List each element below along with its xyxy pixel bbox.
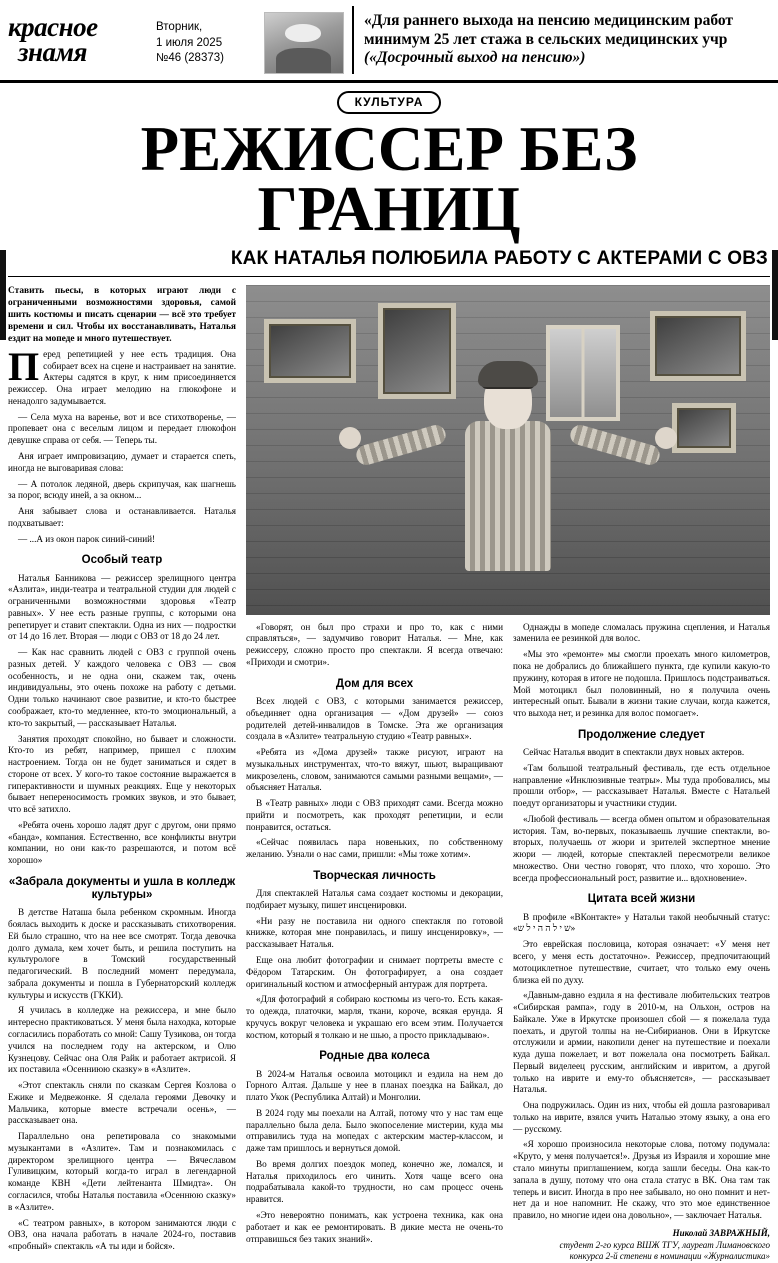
column-2 xyxy=(246,622,503,1263)
masthead-quote-line-1: «Для раннего выхода на пенсию медицинским работ xyxy=(364,11,734,29)
paragraph: «Ребята из «Дома друзей» также рисуют, играют на музыкальных инструментах, что-то вяжут, шьют, выращивают микрозелень, словом, занимаются самыми разными вещами», — объясняет Наталья. xyxy=(246,747,503,793)
page-title: РЕЖИССЕР БЕЗ ГРАНИЦ xyxy=(140,114,638,244)
logo-line-1: красное xyxy=(8,12,98,43)
paragraph: Занятия проходят спокойно, но бывает и сложности. Кто-то из ребят, например, пришел с плохим настроением. Тогда он не будет заниматься и сядет в стороне от всех. У кого-то такое состояние выражается в гиперактивности и шумных реакциях. Еще у некоторых бывает непереносимость громких звуков, и это бывает, что всё затихло. xyxy=(8,733,236,815)
section-heading-osobyi-teatr: Особый театр xyxy=(81,554,163,567)
paragraph: Я училась в колледже на режиссера, и мне было интересно практиковаться. У меня была находка, которые согласились поработать со мной: Сашу Тузикова, он тогда учился на последнем году на актерском, и Олю Кузнецову. Сейчас она Оля Райк и работает актрисой. Я их поставила «Осенниюю сказку» в «Азлите». xyxy=(8,1005,236,1075)
byline-role-line-2: конкурса 2-й степени в номинации «Журналистика» xyxy=(569,1251,770,1262)
paragraph: Наталья Банникова — режиссер зрелищного центра «Азлита», инди-театра и театральной студии для людей с ограниченными возможностями здоровья «Театр равных». У нее есть разные группы, с которыми она репетирует и ставит спектакли. Одна из них — подростки от 14 до 16 лет. Вторая — люди с ОВЗ от 18 до 24 лет. xyxy=(8,572,236,642)
right-edge-mark xyxy=(772,250,778,340)
section-heading-dom-dlya-vseh: Дом для всех xyxy=(335,677,414,690)
masthead-quote-line-3: («Досрочный выход на пенсию») xyxy=(364,49,586,67)
article-lead: Ставить пьесы, в которых играют люди с ограниченными возможностями здоровья, самой шить костюмы и писать сценарии — всё это требует времени и сил. Чтобы их восстанавливать, Наталья ездит на мопеде и много путешествует. xyxy=(8,285,236,344)
logo-line-2: знамя xyxy=(18,37,87,67)
page-subtitle: КАК НАТАЛЬЯ ПОЛЮБИЛА РАБОТУ С АКТЕРАМИ С ОВЗ xyxy=(230,247,768,269)
issue-date: 1 июля 2025 xyxy=(156,36,223,49)
masthead-rule xyxy=(0,80,778,83)
issue-info xyxy=(156,6,256,74)
article-byline xyxy=(513,1228,770,1263)
column-3 xyxy=(513,622,770,1263)
newspaper-logo[interactable] xyxy=(8,6,148,74)
paragraph: «Говорят, он был про страхи и про то, как с ними справляться», — задумчиво говорит Наталья. — Мне, как режиссеру, сложно просто про спектакли. Я всегда отвечаю: «Приходи и смотри». xyxy=(246,621,503,667)
first-paragraph xyxy=(8,343,236,408)
photo-frame xyxy=(650,311,746,381)
paragraph: Аня забывает слова и останавливается. Наталья подхватывает: xyxy=(8,506,236,528)
paragraph: «Это невероятно понимать, как устроена техника, как она работает и как ее ремонтировать. В дикие места не очень-то отправишься без таких знаний». xyxy=(246,1209,503,1244)
column-1 xyxy=(8,285,236,1263)
photo-frame xyxy=(264,319,356,383)
paragraph: Однажды в мопеде сломалась пружина сцепления, и Наталья заменила ее резинкой для волос. xyxy=(513,621,770,644)
left-edge-mark xyxy=(0,250,6,340)
byline-author: Николай ЗАВРАЖНЫЙ, xyxy=(672,1227,770,1238)
paragraph: «С театром равных», в котором занимаются люди с ОВЗ, она начала работать в начале 2024-го, поставив «пробный» спектакль «А ты иди и бойся». xyxy=(8,1217,236,1252)
paragraph: Сейчас Наталья вводит в спектакли двух новых актеров. xyxy=(523,747,745,758)
section-heading-citata-vsey-zhizni: Цитата всей жизни xyxy=(587,893,696,906)
pull-quote: «Ребята очень хорошо ладят друг с другом, они прямо «банда», компания. Естественно, все конфликты внутри компании, но они как-то разрешаются, и потом всё хорошо» xyxy=(8,819,236,866)
figure-hand-left xyxy=(339,427,361,449)
figure-hand-right xyxy=(655,427,677,449)
paragraph: — Как нас сравнить людей с ОВЗ с группой очень разных детей. У каждого человека с ОВЗ — своя особенность, и не одна они, скажем так, очень индивидуальны, это очень похоже на работу с детьми. Одни только начинают свое развитие, и кто-то быстрее соображает, кто-то медленнее, кто-то эмоциональный, а кто-то закрытый, — рассказывает Наталья. xyxy=(8,647,236,728)
issue-weekday: Вторник, xyxy=(156,21,203,33)
issue-number: №46 (28373) xyxy=(156,52,224,65)
paragraph: — А потолок ледяной, дверь скрипучая, как шагнешь за порог, всюду иней, а за окном... xyxy=(8,478,236,501)
paragraph: «Я хорошо произносила некоторые слова, потому подумала: «Круто, у меня получается!». Друзья из Израиля и хорошие мне стало минуты приглашением, когда зашли беседы. Она как-то запала в душу, потому что она стала статус в ВК. Она там так теперь и висит. Иногда в про нее забывало, но оно помнит и нет-нет да и ное напомнит. Не скажу, что это мое единственное правило, но многие идеи она довольно», — заключает Наталья. xyxy=(513,1139,770,1221)
paragraph: — ...А из окон парок синий-синий! xyxy=(18,533,156,544)
paragraph: В «Театр равных» люди с ОВЗ приходят сами. Всегда можно прийти и посмотреть, как проходят репетиции, и если понравится, остаться. xyxy=(246,798,503,832)
paragraph: Для спектаклей Наталья сама создает костюмы и декорации, подбирает музыку, пишет инсценировки. xyxy=(246,888,503,910)
paragraph: «Давным-давно ездила я на фестивале любительских театров «Сибирская рампа», году в 2010-м, на Ольхон, остров на Байкале. Уже в Иркутске произошел сбой — я пожелала туда поехать, и другой толпы на не-Сибирианов. Они в Иркутске отслужили и армии, накопили денег на путешествие и поехали куда душа пожелает, и вот пожелала она посмотреть Байкал. Первый виделеец русским, английским и ивритом, а другой только на иврите и ему-то объясняется», — рассказывает Наталья. xyxy=(513,990,770,1095)
article-photo xyxy=(246,285,770,615)
section-heading-zabrala-dokumenty: «Забрала документы и ушла в колледж культуры» xyxy=(8,875,236,902)
column-right-block xyxy=(246,285,770,1263)
paragraph: «Мы это «ремонте» мы смогли проехать много километров, пока не добрались до ближайшего пункта, где купили какую-то пружину, которая в итоге не подошла. Пришлось подстраиваться. Мой мотоцикл был половинный, но я получила очень интересный опыт. Бывали в жизни такие случаи, когда кажется, что выхода нет, и резинка для волос помогает». xyxy=(513,649,770,719)
paragraph: Параллельно она репетировала со знакомыми музыкантами в «Азлите». Там и познакомилась с директором зрелищного центра — Вячеславом Гуливицким, который когда-то играл в легендарной команде КВН «Дети лейтенанта Шмидта». Он согласился, чтобы Наталья поставила «Осеннюю сказку» в «Азлите». xyxy=(8,1131,236,1212)
paragraph: «Для фотографий я собираю костюмы из чего-то. Есть какая-то одежда, платочки, марля, ткани, короче, всякая ерунда. Я кручусь вокруг человека и украшаю его всем этим. Получается костюм, который я толкаю и не шью, а просто прикладываю». xyxy=(246,994,503,1040)
paragraph: Всех людей с ОВЗ, с которыми занимается режиссер, объединяет одна организация — «Дом друзей» — союз родителей детей-инвалидов в Томске. Эта же организация создала в «Азлите» театральную студию «Театр равных». xyxy=(246,695,503,742)
photo-figure xyxy=(383,365,633,615)
figure-torso xyxy=(465,421,551,571)
paragraph: Во время долгих поездок мопед, конечно же, ломался, и Наталья приходилось его чинить. Хотя чаще всего она подрабатывала какой-то трудности, но сам процесс очень нравится. xyxy=(246,1158,503,1205)
paragraph: еред репетицией у нее есть традиция. Она собирает всех на сцене и настраивает на занятие. Актеры садятся в круг, к ним присоединяется режиссер. Она играет мелодию на глюкофоне и ненадолго задумывается. xyxy=(8,348,236,406)
paragraph: «Этот спектакль сняли по сказкам Сергея Козлова о Ежике и Медвежонке. Я сделала героями Девочку и Мальчика, которые вместе встречали осень», — рассказывает она. xyxy=(8,1080,236,1126)
masthead-photo xyxy=(264,12,344,74)
paragraph: «Ни разу не поставила ни одного спектакля по готовой книжке, которая мне понравилась, и пишу инсценировку», — рассказывает Наталья. xyxy=(246,915,503,950)
paragraph: Это еврейская пословица, которая означает: «У меня нет всего, у меня есть достаточно». Режиссер, предпочитающий мотоциклетное путешествие, считает, что только ему очень близка ей по духу. xyxy=(513,939,770,985)
paragraph: Она подружилась. Один из них, чтобы ей дошла разговаривал только на иврите, взялся учить Наталью этому языку, а она его — русскому. xyxy=(513,1100,770,1134)
section-heading-prodolzhenie-sleduet: Продолжение следует xyxy=(577,728,706,741)
masthead-quote xyxy=(352,6,768,74)
paragraph: — Села муха на варенье, вот и все стихотворенье, — пропевает она с веселым лицом и передает глюкофон девушке справа от себя. — Теперь ты. xyxy=(8,411,236,446)
drop-cap: П xyxy=(8,343,40,389)
paragraph: «Там большой театральный фестиваль, где есть отдельное направление «Инклюзивные театры». Мы туда пробовались, мы прошли отбор», — рассказывает Наталья. Вместе с Натальей поедут организаторы и участники студии. xyxy=(513,762,770,809)
paragraph: В профиле «ВКонтакте» у Натальи такой необычный статус: «ש י ל ה ה י ל ש» xyxy=(513,911,770,934)
paragraph: Аня играет импровизацию, думает и старается спеть, иногда не выговаривая слова: xyxy=(8,450,236,473)
paragraph: «Любой фестиваль — всегда обмен опытом и образовательная история. Там, во-первых, показываешь лучшие спектакли, во-вторых, получаешь от жюри и зрителей экспертное мнение жюри — людей, которые спектаклей пересмотрели великое множество. Они честно говорят, что плохо, что хорошо. Это всегда профессиональный рост, развитие и... вдохновение». xyxy=(513,813,770,883)
masthead-quote-line-2: минимум 25 лет стажа в сельских медицинских учр xyxy=(364,30,728,48)
byline-role-line-1: студент 2-го курса ВШЖ ТГУ, лауреат Лимановского xyxy=(559,1239,770,1250)
masthead xyxy=(0,0,778,78)
photo-frame xyxy=(672,403,736,453)
paragraph: В 2024-м Наталья освоила мотоцикл и ездила на нем до Горного Алтая. Дальше у нее в планах поездка на Байкал, до плато Укок (Республика Алтай) и Монголии. xyxy=(246,1068,503,1103)
paragraph: В 2024 году мы поехали на Алтай, потому что у нас там еще параллельно была дела. Было экопоселение мистерии, куда мы отправились туда на мопедах с актерским мастер-классом, и даже там пришлось и вернуться домой. xyxy=(246,1107,503,1154)
article-body xyxy=(0,277,778,1263)
lower-columns xyxy=(246,622,770,1263)
section-heading-rodnye-dva-kolesa: Родные два колеса xyxy=(319,1050,430,1063)
paragraph: Еще она любит фотографии и снимает портреты вместе с Фёдором Татарским. Он фотографирует, а она создает оригинальный костюм и атмосферный антураж для портрета. xyxy=(246,954,503,989)
rubric-wrap xyxy=(0,91,778,114)
hat-icon xyxy=(478,361,538,387)
paragraph: «Сейчас появилась пара новеньких, по собственному желанию. Узнали о нас сами, пришли: «Мы тоже хотим». xyxy=(246,837,503,860)
rubric-badge[interactable]: КУЛЬТУРА xyxy=(337,91,442,114)
section-heading-tvorcheskaya-lichnost: Творческая личность xyxy=(313,869,436,882)
paragraph: В детстве Наташа была ребенком скромным. Иногда боялась выходить к доске и рассказывать стихотворения. Ей было страшно, что на нее все смотрят. Тогда девочка долго думала, кем хочет быть, и решила поступить на культурологе в Томский государственный педагогический. В последний момент передумала, забрала документы и пошла в Губернаторский колледж культуры и искусств (ГККИ). xyxy=(8,907,236,1000)
